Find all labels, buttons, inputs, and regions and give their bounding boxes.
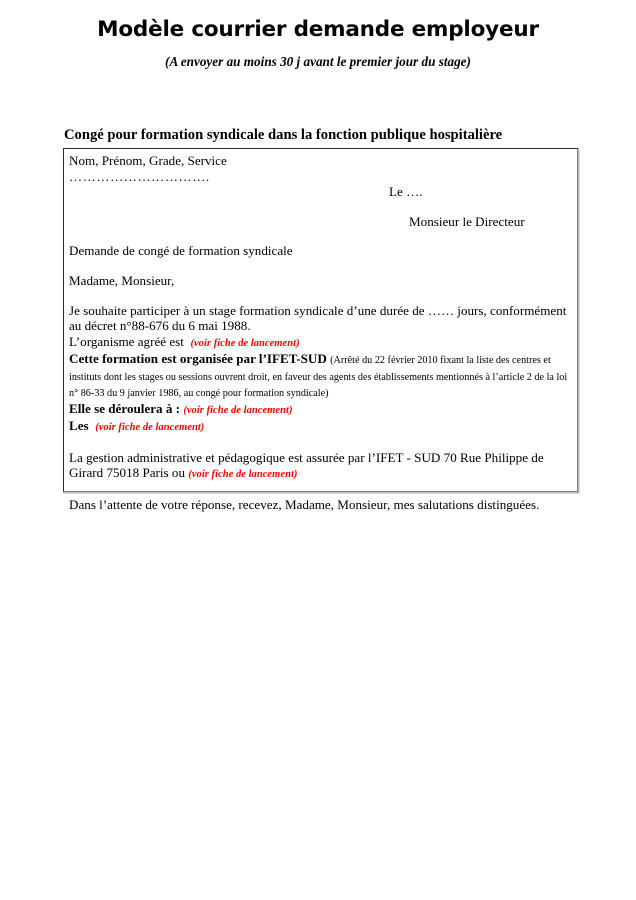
date-line: Le …. xyxy=(389,184,423,200)
spacer-after-salutation xyxy=(69,289,574,303)
recipient-line: Monsieur le Directeur xyxy=(409,213,525,229)
letter-content xyxy=(64,149,579,512)
body-paragraph-duration: Je souhaite participer à un stage formation syndicale d’une durée de …… jours, conformément au décret n°88-676 du 6 mai 1988. xyxy=(69,302,567,334)
subject-line: Demande de congé de formation syndicale xyxy=(69,243,293,259)
letter-body-box xyxy=(63,148,578,512)
page-title: Modèle courrier demande employeur xyxy=(97,17,539,42)
organisme-annotation: (voir fiche de lancement) xyxy=(190,337,300,349)
closing-line: Dans l’attente de votre réponse, recevez, Madame, Monsieur, mes salutations distinguées. xyxy=(69,496,540,512)
page-subtitle: (A envoyer au moins 30 j avant le premier jour du stage) xyxy=(165,54,471,69)
dates-line xyxy=(69,418,574,436)
spacer-before-closing xyxy=(69,483,574,497)
organisme-label: L’organisme agréé est xyxy=(69,333,184,349)
spacer-after-subject xyxy=(69,259,574,273)
spacer-after-recipient xyxy=(69,229,574,243)
spacer-after-date xyxy=(69,200,574,214)
dates-annotation: (voir fiche de lancement) xyxy=(95,422,205,434)
location-line xyxy=(69,401,574,419)
dates-label: Les xyxy=(69,418,89,434)
section-heading: Congé pour formation syndicale dans la fonction publique hospitalière xyxy=(64,127,503,143)
spacer-before-management xyxy=(69,436,574,450)
location-label: Elle se déroulera à : xyxy=(69,400,181,416)
organiser-line xyxy=(69,351,574,400)
organiser-fineprint: (Arrêté du 22 février 2010 fixant la liste des centres et instituts dont les stages ou sessions ouvrent droit, en faveur des agents des établissements mentionnés à l’article 2 de la loi n° 86-33 du 9 janvier 1986, au congé pour formation syndicale) xyxy=(69,355,568,400)
organisme-line xyxy=(69,334,574,352)
management-annotation: (voir fiche de lancement) xyxy=(188,469,298,481)
sender-dotted-fill-line: …………………………. xyxy=(69,168,210,184)
organiser-bold-text: Cette formation est organisée par l’IFET-SUD xyxy=(69,351,327,367)
management-paragraph xyxy=(69,450,574,483)
management-text: La gestion administrative et pédagogique est assurée par l’IFET - SUD 70 Rue Philippe de Girard 75018 Paris ou xyxy=(69,449,544,481)
sender-identity-line: Nom, Prénom, Grade, Service xyxy=(69,153,227,168)
salutation-line: Madame, Monsieur, xyxy=(69,272,175,288)
location-annotation: (voir fiche de lancement) xyxy=(183,404,293,416)
